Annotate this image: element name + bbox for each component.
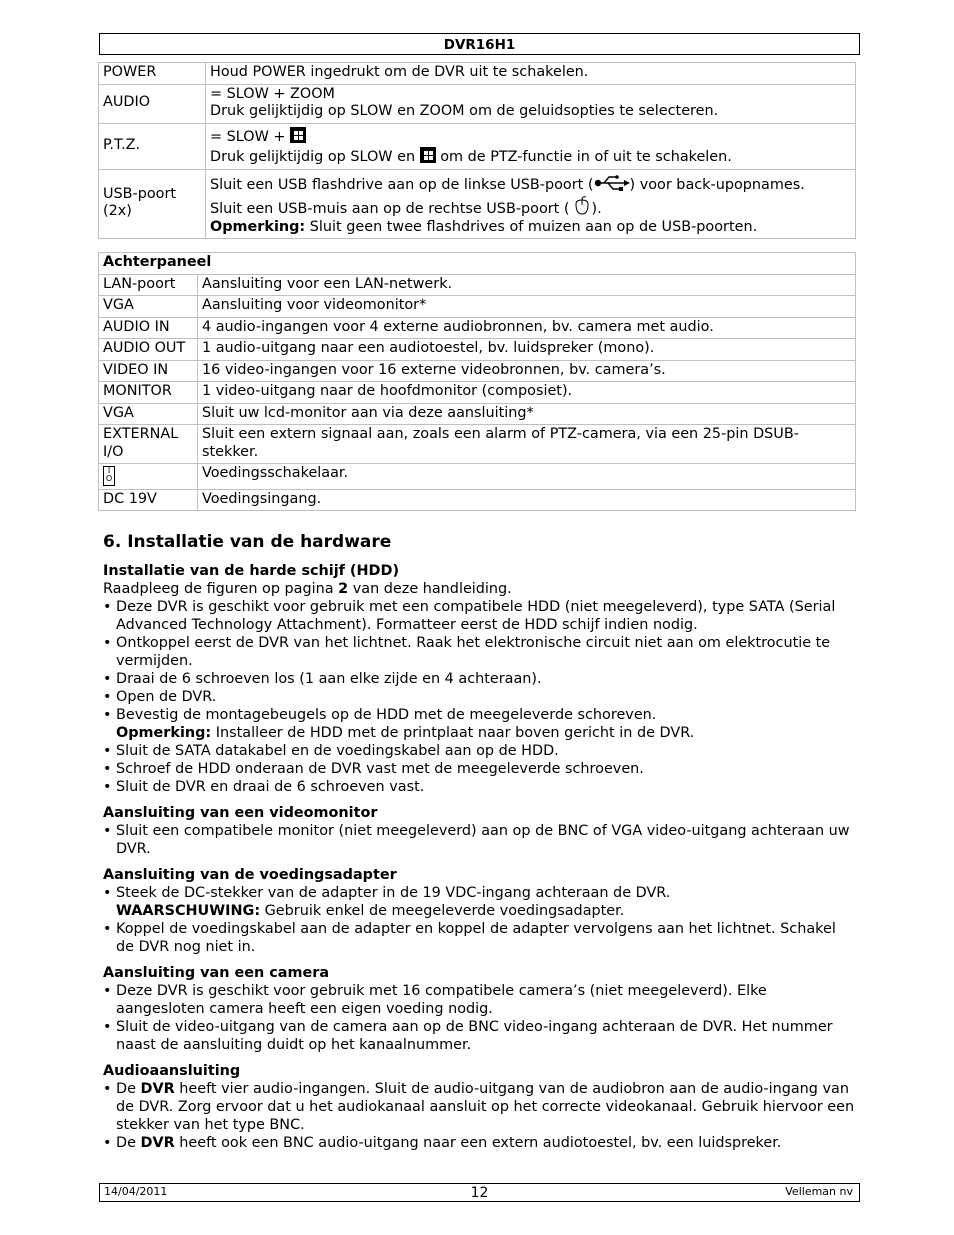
rear-panel-title: Achterpaneel: [99, 253, 856, 275]
page-number: 12: [470, 1185, 489, 1201]
row-key: EXTERNAL I/O: [99, 425, 198, 464]
subsection-title: Installatie van de harde schijf (HDD): [103, 563, 400, 579]
row-key: AUDIO OUT: [99, 339, 198, 361]
bullet-list: [103, 884, 855, 902]
table-row: [99, 84, 856, 123]
multi-screen-icon: [420, 147, 436, 163]
row-value: Voedingsingang.: [198, 489, 856, 511]
subsection-title: Audioaansluiting: [103, 1063, 241, 1079]
row-value: 16 video-ingangen voor 16 externe videobronnen, bv. camera’s.: [198, 360, 856, 382]
table-row: [99, 274, 856, 296]
page-footer: [99, 1183, 860, 1202]
bullet-list: [103, 982, 855, 1054]
hardware-installation-section: [103, 531, 855, 1152]
warning: WAARSCHUWING: Gebruik enkel de meegeleverde voedingsadapter.: [116, 903, 625, 919]
bullet-list: [103, 598, 855, 724]
bullet-list: [103, 1080, 855, 1152]
row-value: [206, 84, 856, 123]
usb-icon: [594, 174, 630, 192]
power-switch-icon: I O: [103, 466, 115, 486]
row-value: 4 audio-ingangen voor 4 externe audiobronnen, bv. camera met audio.: [198, 317, 856, 339]
mouse-icon: [570, 196, 592, 216]
bullet-list: [103, 822, 855, 858]
table-row: [99, 296, 856, 318]
row-value: Aansluiting voor videomonitor*: [198, 296, 856, 318]
page-header-title: DVR16H1: [99, 33, 860, 55]
bullet-list: [103, 920, 855, 956]
list-item: • Steek de DC-stekker van de adapter in de 19 VDC-ingang achteraan de DVR.: [103, 884, 855, 902]
row-line: ).: [591, 200, 602, 217]
table-row: [99, 425, 856, 464]
row-key: VIDEO IN: [99, 360, 198, 382]
list-item: • De DVR heeft ook een BNC audio-uitgang naar een extern audiotoestel, bv. een luidspreker.: [103, 1134, 855, 1152]
row-key: POWER: [99, 63, 206, 85]
list-item: • Ontkoppel eerst de DVR van het lichtnet. Raak het elektronische circuit niet aan om elektrocutie te vermijden.: [103, 634, 855, 670]
row-key: [99, 464, 198, 490]
row-key: AUDIO IN: [99, 317, 198, 339]
row-value: 1 video-uitgang naar de hoofdmonitor (composiet).: [198, 382, 856, 404]
table-row: [99, 317, 856, 339]
row-key: USB-poort (2x): [99, 169, 206, 239]
subsection-title: Aansluiting van een camera: [103, 965, 330, 981]
table-row: [99, 382, 856, 404]
row-value: Sluit een extern signaal aan, zoals een alarm of PTZ-camera, via een 25-pin DSUB-stekker.: [198, 425, 856, 464]
section-title: 6. Installatie van de hardware: [103, 532, 392, 552]
table-row: [99, 489, 856, 511]
list-item: • Bevestig de montagebeugels op de HDD met de meegeleverde schoreven.: [103, 706, 855, 724]
multi-screen-icon: [290, 127, 306, 143]
list-item: • De DVR heeft vier audio-ingangen. Sluit de audio-uitgang van de audiobron aan de audio-ingang van de DVR. Zorg ervoor dat u het audiokanaal aansluit op het correcte videokanaal. Gebruik hiervoor een stekker van het type BNC.: [103, 1080, 855, 1134]
row-line: Druk gelijktijdig op SLOW en ZOOM om de geluidsopties te selecteren.: [210, 103, 719, 119]
row-value: [206, 123, 856, 169]
table-row: [99, 169, 856, 239]
list-item: • Deze DVR is geschikt voor gebruik met een compatibele HDD (niet meegeleverd), type SATA (Serial Advanced Technology Attachment). Formatteer eerst de HDD schijf indien nodig.: [103, 598, 855, 634]
row-key: LAN-poort: [99, 274, 198, 296]
list-item: • Sluit de SATA datakabel en de voedingskabel aan op de HDD.: [103, 742, 855, 760]
table-row: [99, 123, 856, 169]
subsection-title: Aansluiting van een videomonitor: [103, 805, 378, 821]
table-row: [99, 464, 856, 490]
row-line: Druk gelijktijdig op SLOW en: [210, 148, 420, 165]
subsection-title: Aansluiting van de voedingsadapter: [103, 867, 397, 883]
table-row: [99, 360, 856, 382]
row-key: AUDIO: [99, 84, 206, 123]
footer-date: 14/04/2011: [104, 1185, 168, 1198]
row-line: Sluit een USB-muis aan op de rechtse USB-poort (: [210, 200, 570, 217]
footer-company: Velleman nv: [785, 1185, 853, 1198]
row-value: Houd POWER ingedrukt om de DVR uit te schakelen.: [206, 63, 856, 85]
table-row: [99, 63, 856, 85]
list-item: • Draai de 6 schroeven los (1 aan elke zijde en 4 achteraan).: [103, 670, 855, 688]
row-line: = SLOW +: [210, 128, 291, 145]
list-item: • Sluit de video-uitgang van de camera aan op de BNC video-ingang achteraan de DVR. Het nummer naast de aansluiting duidt op het kanaalnummer.: [103, 1018, 855, 1054]
list-item: • Sluit een compatibele monitor (niet meegeleverd) aan op de BNC of VGA video-uitgang achteraan uw DVR.: [103, 822, 855, 858]
table-header-row: [99, 253, 856, 275]
list-item: • Sluit de DVR en draai de 6 schroeven vast.: [103, 778, 855, 796]
note-text: Sluit geen twee flashdrives of muizen aan op de USB-poorten.: [305, 218, 758, 235]
row-key: P.T.Z.: [99, 123, 206, 169]
row-value: 1 audio-uitgang naar een audiotoestel, bv. luidspreker (mono).: [198, 339, 856, 361]
note: Opmerking: Installeer de HDD met de printplaat naar boven gericht in de DVR.: [116, 725, 695, 741]
row-key: VGA: [99, 403, 198, 425]
list-item: • Open de DVR.: [103, 688, 855, 706]
row-value: Aansluiting voor een LAN-netwerk.: [198, 274, 856, 296]
table-row: [99, 339, 856, 361]
table-row: [99, 403, 856, 425]
rear-panel-table: [98, 252, 856, 511]
list-item: • Deze DVR is geschikt voor gebruik met 16 compatibele camera’s (niet meegeleverd). Elke aangesloten camera heeft een eigen voeding nodig.: [103, 982, 855, 1018]
bullet-list: [103, 742, 855, 796]
front-panel-table: [98, 62, 856, 239]
row-value: [206, 169, 856, 239]
row-value: Voedingsschakelaar.: [198, 464, 856, 490]
paragraph: Raadpleeg de figuren op pagina 2 van deze handleiding.: [103, 581, 512, 597]
row-line: Sluit een USB flashdrive aan op de linkse USB-poort (: [210, 176, 594, 193]
row-key: MONITOR: [99, 382, 198, 404]
row-line: om de PTZ-functie in of uit te schakelen.: [435, 148, 732, 165]
list-item: • Schroef de HDD onderaan de DVR vast met de meegeleverde schroeven.: [103, 760, 855, 778]
list-item: • Koppel de voedingskabel aan de adapter en koppel de adapter vervolgens aan het lichtnet. Schakel de DVR nog niet in.: [103, 920, 855, 956]
row-line: ) voor back-upopnames.: [629, 176, 805, 193]
row-value: Sluit uw lcd-monitor aan via deze aansluiting*: [198, 403, 856, 425]
row-key: DC 19V: [99, 489, 198, 511]
row-key: VGA: [99, 296, 198, 318]
note-label: Opmerking:: [210, 218, 306, 235]
row-line: = SLOW + ZOOM: [210, 85, 335, 102]
